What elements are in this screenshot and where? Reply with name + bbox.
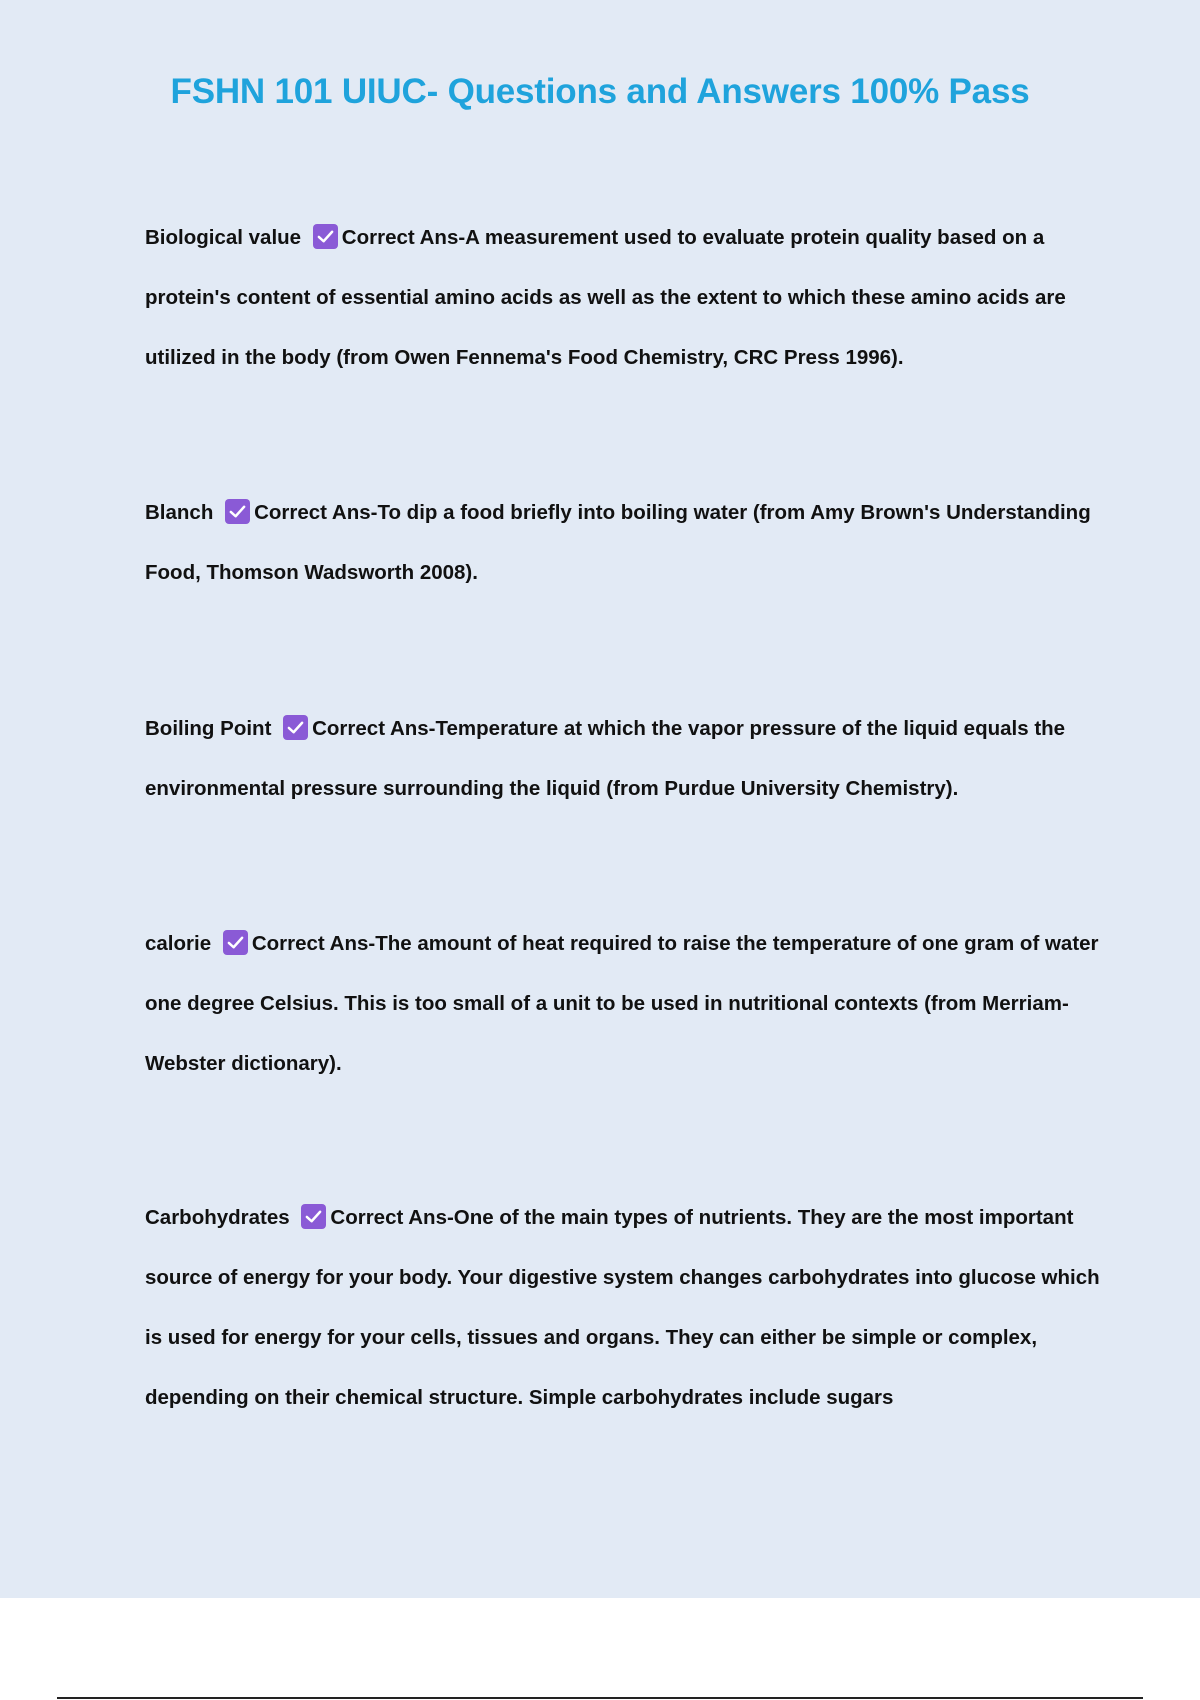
document-title: FSHN 101 UIUC- Questions and Answers 100% Pass [170, 72, 1030, 111]
qa-entry [145, 699, 1100, 819]
checkmark-box-icon [313, 224, 338, 249]
entry-answer: Correct Ans-Temperature at which the vapor pressure of the liquid equals the environmental pressure surrounding the liquid (from Purdue University Chemistry). [145, 717, 1066, 800]
entry-term: Carbohydrates [145, 1206, 290, 1229]
checkmark-box-icon [223, 930, 248, 955]
entry-term: Boiling Point [145, 717, 272, 740]
qa-entry [145, 914, 1100, 1094]
checkmark-box-icon [301, 1204, 326, 1229]
checkmark-box-icon [225, 499, 250, 524]
entry-term: Blanch [145, 501, 214, 524]
entry-answer: Correct Ans-A measurement used to evaluate protein quality based on a protein's content of essential amino acids as well as the extent to which these amino acids are utilized in the body (from Owen Fennema's Food Chemistry, CRC Press 1996). [145, 226, 1066, 369]
footer-divider [57, 1697, 1143, 1699]
entry-term: Biological value [145, 226, 302, 249]
qa-entry [145, 208, 1100, 388]
entry-answer: Correct Ans-The amount of heat required to raise the temperature of one gram of water one degree Celsius. This is too small of a unit to be used in nutritional contexts (from Merriam-Webster dictionary). [145, 932, 1099, 1075]
entry-term: calorie [145, 932, 212, 955]
entry-answer: Correct Ans-One of the main types of nutrients. They are the most important source of energy for your body. Your digestive system changes carbohydrates into glucose which is used for energy for your cells, tissues and organs. They can either be simple or complex, depending on their chemical structure. Simple carbohydrates include sugars [145, 1206, 1100, 1409]
entry-answer: Correct Ans-To dip a food briefly into boiling water (from Amy Brown's Understanding Food, Thomson Wadsworth 2008). [145, 501, 1091, 584]
qa-entry [145, 1188, 1100, 1428]
checkmark-box-icon [283, 715, 308, 740]
qa-entry [145, 483, 1100, 603]
